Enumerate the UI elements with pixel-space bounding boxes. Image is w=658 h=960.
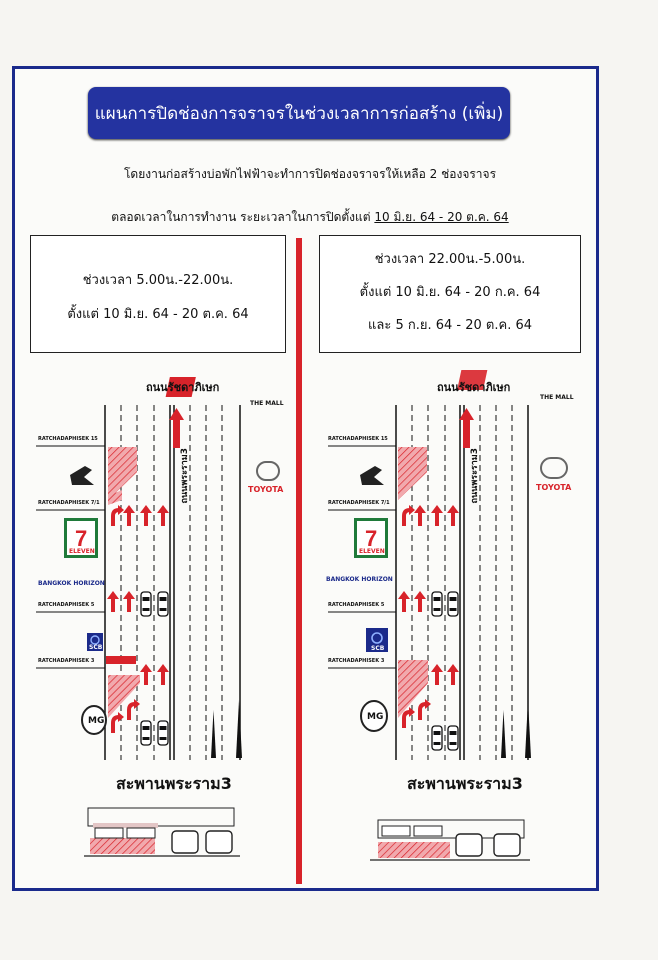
right-bangkok-horizon: BANGKOK HORIZON — [326, 576, 393, 583]
svg-text:7: 7 — [75, 526, 88, 551]
left-seven-label: ELEVEN — [69, 548, 95, 555]
left-road-tag-3: RATCHADAPHISEK 5 — [38, 602, 95, 608]
left-scb-label: SCB — [89, 644, 103, 651]
left-bangkok-horizon: BANGKOK HORIZON — [38, 580, 105, 587]
right-vertical-road: ถนนพระราม3 — [470, 448, 480, 504]
left-box-line1: ช่วงเวลา 5.00น.-22.00น. — [82, 273, 234, 288]
right-toyota-label: TOYOTA — [536, 483, 572, 492]
left-road-tag-4: RATCHADAPHISEK 3 — [38, 658, 95, 664]
right-bridge-label: สะพานพระราม3 — [407, 774, 523, 793]
right-seven-label: ELEVEN — [359, 548, 385, 555]
period-prefix: ตลอดเวลาในการทำงาน ระยะเวลาในการปิดตั้งแต่ — [111, 210, 371, 224]
right-box-line2: ตั้งแต่ 10 มิ.ย. 64 - 20 ก.ค. 64 — [359, 285, 541, 300]
right-road-tag-2: RATCHADAPHISEK 7/1 — [328, 500, 390, 506]
left-vertical-road: ถนนพระราม3 — [180, 448, 190, 504]
left-road-tag-1: RATCHADAPHISEK 15 — [38, 436, 98, 442]
left-box-line2: ตั้งแต่ 10 มิ.ย. 64 - 20 ต.ค. 64 — [67, 307, 249, 322]
right-road-tag-1: RATCHADAPHISEK 15 — [328, 436, 388, 442]
left-mg-label: MG — [88, 716, 105, 726]
right-box-line1: ช่วงเวลา 22.00น.-5.00น. — [374, 252, 526, 267]
left-mall-label: THE MALL — [250, 400, 284, 407]
period-range: 10 มิ.ย. 64 - 20 ต.ค. 64 — [374, 210, 509, 224]
page-title: แผนการปิดช่องการจราจรในช่วงเวลาการก่อสร้าง (เพิ่ม) — [88, 87, 510, 139]
right-road-tag-4: RATCHADAPHISEK 3 — [328, 658, 385, 664]
left-road-name: ถนนรัชดาภิเษก — [146, 381, 220, 394]
right-box-line3: และ 5 ก.ย. 64 - 20 ต.ค. 64 — [368, 318, 532, 333]
left-road-tag-2: RATCHADAPHISEK 7/1 — [38, 500, 100, 506]
subtitle: โดยงานก่อสร้างบ่อพักไฟฟ้าจะทำการปิดช่องจราจรให้เหลือ 2 ช่องจราจร — [123, 167, 497, 181]
right-scb-label: SCB — [371, 645, 385, 652]
left-toyota-label: TOYOTA — [248, 485, 284, 494]
svg-text:7: 7 — [365, 526, 378, 551]
right-mall-label: THE MALL — [540, 394, 574, 401]
right-road-name: ถนนรัชดาภิเษก — [437, 381, 511, 394]
right-road-tag-3: RATCHADAPHISEK 5 — [328, 602, 385, 608]
left-bridge-label: สะพานพระราม3 — [116, 774, 232, 793]
right-mg-label: MG — [367, 712, 384, 722]
